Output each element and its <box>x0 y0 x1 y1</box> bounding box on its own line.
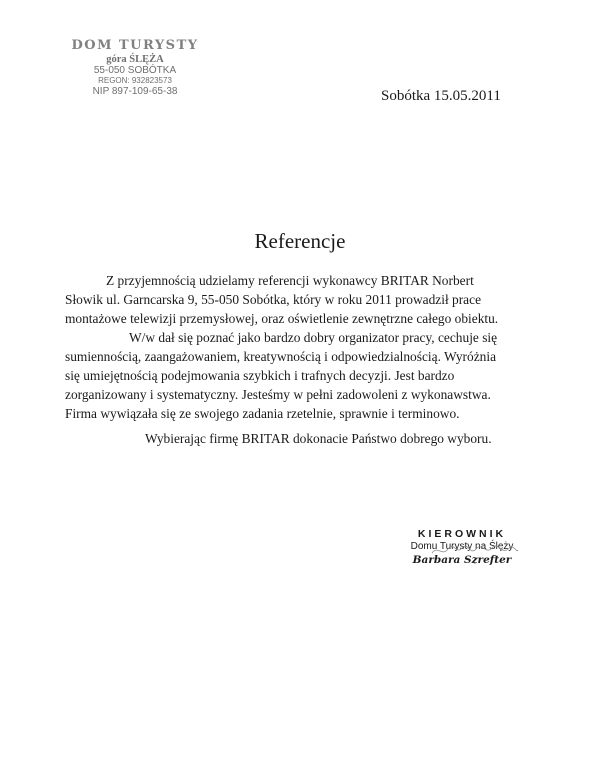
body-line: sumiennością, zaangażowaniem, kreatywnością i odpowiedzialnością. Wyróżnia <box>65 349 497 364</box>
body-line: Z przyjemnością udzielamy referencji wykonawcy BRITAR Norbert <box>106 273 474 288</box>
document-title: Referencje <box>254 229 346 253</box>
signature-name: Barbara Szrefter <box>412 554 512 566</box>
body-line: W/w dał się poznać jako bardzo dobry organizator pracy, cechuje się <box>129 330 498 345</box>
body-line: zorganizowany i systematyczny. Jesteśmy w pełni zadowoleni z wykonawstwa. <box>65 387 491 402</box>
signature-title: KIEROWNIK <box>417 528 507 540</box>
stamp-name: DOM TURYSTY <box>71 38 199 53</box>
handwritten-signature-icon <box>430 543 520 559</box>
body-line: Słowik ul. Garncarska 9, 55-050 Sobótka, który w roku 2011 prowadził prace <box>65 292 482 307</box>
header-stamp <box>60 38 210 97</box>
stamp-regon: REGON: 932823573 <box>98 76 172 85</box>
closing-line: Wybierając firmę BRITAR dokonacie Państwo dobrego wyboru. <box>145 431 492 446</box>
body-line: montażowe telewizji przemysłowej, oraz oświetlenie zewnętrzne całego obiektu. <box>65 311 499 326</box>
stamp-address: 55-050 SOBÓTKA <box>93 65 177 76</box>
stamp-place: góra ŚLĘŻA <box>106 54 164 65</box>
body-line: się umiejętnością podejmowania szybkich i trafnych decyzji. Jest bardzo <box>65 368 455 383</box>
signature-org: Domu Turysty na Ślęży <box>410 541 514 552</box>
stamp-nip: NIP 897-109-65-38 <box>92 86 178 97</box>
date-line: Sobótka 15.05.2011 <box>381 88 501 104</box>
body-line: Firma wywiązała się ze swojego zadania rzetelnie, sprawnie i terminowo. <box>65 406 460 421</box>
